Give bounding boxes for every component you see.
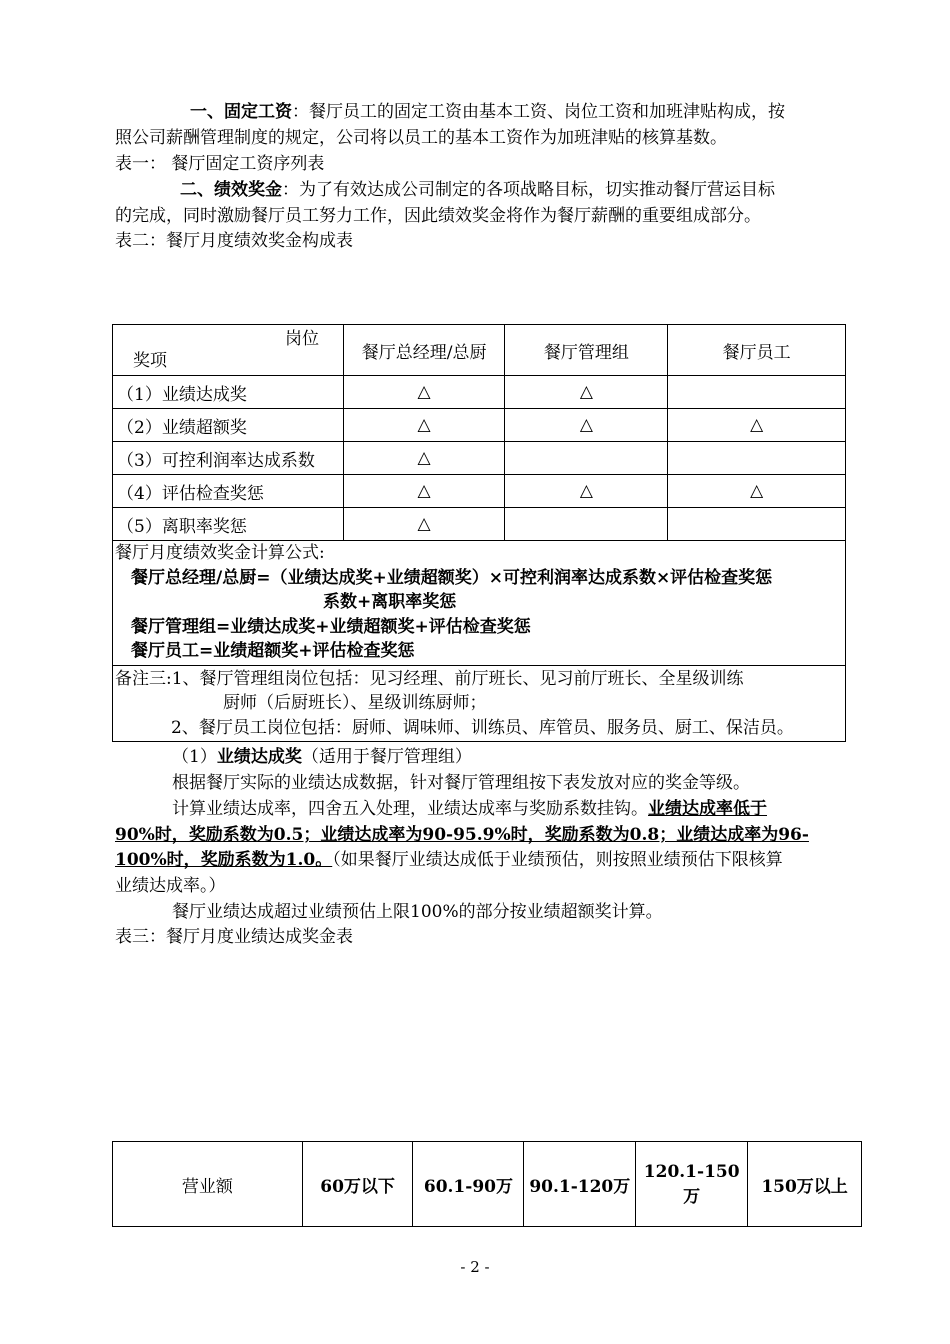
bonus-structure-table bbox=[112, 324, 846, 742]
mark-cell bbox=[668, 442, 846, 475]
column-header: 餐厅管理组 bbox=[505, 325, 668, 376]
mark-cell bbox=[668, 376, 846, 409]
section-paragraph-2-line4: 业绩达成率。） bbox=[115, 876, 226, 896]
table3-caption: 表三：餐厅月度业绩达成奖金表 bbox=[115, 927, 353, 947]
section-paragraph-2-line3: 100%时，奖励系数为1.0。（如果餐厅业绩达成低于业绩预估，则按照业绩预估下限核算 bbox=[115, 850, 783, 870]
mark-cell: △ bbox=[668, 409, 846, 442]
paragraph-fixed-salary-line1: 一、固定工资：餐厅员工的固定工资由基本工资、岗位工资和加班津贴构成，按 bbox=[190, 102, 785, 122]
mark-cell: △ bbox=[343, 508, 505, 541]
note-row bbox=[113, 666, 846, 742]
mark-cell: △ bbox=[343, 409, 505, 442]
mark-cell bbox=[668, 508, 846, 541]
heading-bonus: 二、绩效奖金 bbox=[180, 180, 282, 200]
paragraph-bonus-line2: 的完成，同时激励餐厅员工努力工作，因此绩效奖金将作为餐厅薪酬的重要组成部分。 bbox=[115, 206, 761, 226]
mark-cell: △ bbox=[505, 409, 668, 442]
section-paragraph-3: 餐厅业绩达成超过业绩预估上限100%的部分按业绩超额奖计算。 bbox=[172, 902, 663, 922]
table-row bbox=[113, 442, 846, 475]
mark-cell: △ bbox=[343, 475, 505, 508]
table1-caption: 表一： 餐厅固定工资序列表 bbox=[115, 154, 325, 174]
revenue-tier: 60万以下 bbox=[302, 1142, 413, 1227]
formula-title: 餐厅月度绩效奖金计算公式: bbox=[115, 543, 325, 563]
heading-fixed-salary: 一、固定工资 bbox=[190, 102, 292, 122]
revenue-tier: 90.1-120万 bbox=[524, 1142, 636, 1227]
formula-gm-line1: 餐厅总经理/总厨=（业绩达成奖+业绩超额奖）×可控利润率达成系数×评估检查奖惩 bbox=[131, 568, 773, 588]
section-paragraph-2-line1: 计算业绩达成率，四舍五入处理，业绩达成率与奖励系数挂钩。业绩达成率低于 bbox=[172, 799, 767, 819]
formula-cell bbox=[113, 541, 846, 666]
column-header: 餐厅总经理/总厨 bbox=[343, 325, 505, 376]
revenue-tier: 60.1-90万 bbox=[413, 1142, 524, 1227]
mark-cell: △ bbox=[668, 475, 846, 508]
corner-top-label: 岗位 bbox=[285, 329, 319, 349]
row-label: （2）业绩超额奖 bbox=[113, 409, 344, 442]
note-cell bbox=[113, 666, 846, 742]
table-row bbox=[113, 475, 846, 508]
note-line2: 厨师（后厨班长）、星级训练厨师； bbox=[223, 693, 487, 713]
row-label: （3）可控利润率达成系数 bbox=[113, 442, 344, 475]
formula-management: 餐厅管理组=业绩达成奖+业绩超额奖+评估检查奖惩 bbox=[131, 617, 531, 637]
performance-bonus-table bbox=[112, 1141, 862, 1227]
row-label: （1）业绩达成奖 bbox=[113, 376, 344, 409]
mark-cell bbox=[505, 442, 668, 475]
revenue-tier: 150万以上 bbox=[748, 1142, 862, 1227]
table2-caption: 表二：餐厅月度绩效奖金构成表 bbox=[115, 231, 353, 251]
corner-bottom-label: 奖项 bbox=[133, 351, 167, 371]
column-header: 餐厅员工 bbox=[668, 325, 846, 376]
section-paragraph-2-line2: 90%时，奖励系数为0.5；业绩达成率为90-95.9%时，奖励系数为0.8；业绩达成率为96- bbox=[115, 825, 809, 845]
revenue-label: 营业额 bbox=[113, 1142, 303, 1227]
formula-row bbox=[113, 541, 846, 666]
section-paragraph-1: 根据餐厅实际的业绩达成数据，针对餐厅管理组按下表发放对应的奖金等级。 bbox=[172, 773, 750, 793]
page-number: - 2 - bbox=[460, 1258, 490, 1276]
mark-cell: △ bbox=[505, 376, 668, 409]
table-row bbox=[113, 376, 846, 409]
corner-header-cell bbox=[113, 325, 344, 376]
table-row bbox=[113, 508, 846, 541]
mark-cell: △ bbox=[343, 442, 505, 475]
formula-gm-line2: 系数+离职率奖惩 bbox=[323, 592, 457, 612]
section-heading: （1）业绩达成奖（适用于餐厅管理组） bbox=[172, 747, 472, 767]
mark-cell bbox=[505, 508, 668, 541]
table-row bbox=[113, 1142, 862, 1227]
mark-cell: △ bbox=[343, 376, 505, 409]
revenue-tier: 120.1-150万 bbox=[636, 1142, 748, 1227]
formula-staff: 餐厅员工=业绩超额奖+评估检查奖惩 bbox=[131, 641, 415, 661]
table-header-row bbox=[113, 325, 846, 376]
paragraph-bonus-line1: 二、绩效奖金：为了有效达成公司制定的各项战略目标，切实推动餐厅营运目标 bbox=[180, 180, 775, 200]
row-label: （4）评估检查奖惩 bbox=[113, 475, 344, 508]
paragraph-fixed-salary-line2: 照公司薪酬管理制度的规定，公司将以员工的基本工资作为加班津贴的核算基数。 bbox=[115, 128, 727, 148]
row-label: （5）离职率奖惩 bbox=[113, 508, 344, 541]
note-line1: 备注三:1、餐厅管理组岗位包括：见习经理、前厅班长、见习前厅班长、全星级训练 bbox=[115, 669, 744, 689]
table-row bbox=[113, 409, 846, 442]
note-line3: 2、餐厅员工岗位包括：厨师、调味师、训练员、库管员、服务员、厨工、保洁员。 bbox=[171, 718, 794, 738]
mark-cell: △ bbox=[505, 475, 668, 508]
